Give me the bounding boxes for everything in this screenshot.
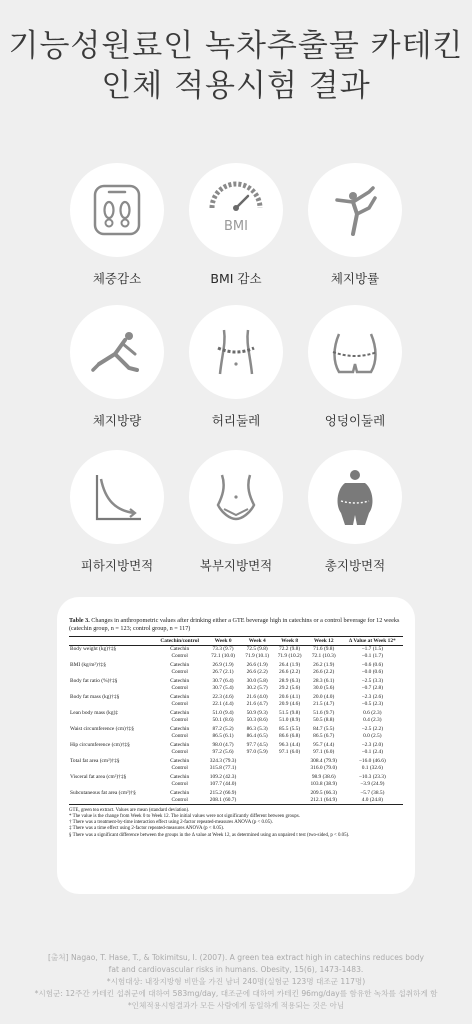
- table-cell: Control: [171, 653, 188, 660]
- table-cell: 51.0 (8.9): [279, 717, 301, 724]
- table-cell: 21.6 (4.7): [246, 701, 268, 708]
- icon-circle: [189, 163, 283, 257]
- table-cell: Waist circumference (cm)†‡§: [70, 726, 134, 733]
- table-cell: Catechin: [170, 742, 190, 749]
- table-cell: [273, 772, 305, 781]
- table-cell: 26.6 (1.9): [246, 662, 268, 669]
- benefit-bmi-reduction: [176, 163, 296, 287]
- table-cell: 20.0 (4.0): [313, 694, 335, 701]
- table-cell: [241, 797, 273, 804]
- table-cell: [69, 765, 154, 772]
- table-cell: [273, 797, 305, 804]
- table-cell: 97.0 (5.9): [246, 749, 268, 756]
- table-cell: Body fat mass (kg)†‡§: [70, 694, 120, 701]
- table-row: [69, 660, 403, 669]
- table-cell: 26.4 (1.9): [279, 662, 301, 669]
- table-cell: Lean body mass (kg)‡: [70, 710, 119, 717]
- table-cell: 71.9 (10.1): [245, 653, 270, 660]
- table-note: † There was a treatment-by-time interaction effect using 2-factor repeated-measures ANOVA (p < 0.05).: [69, 820, 273, 826]
- table-cell: Control: [171, 749, 188, 756]
- credit-line: *시험대상: 내장지방형 비만을 가진 남녀 240명(실험군 123명 대조군 117명): [106, 977, 366, 986]
- decreasing-curve-icon: [85, 465, 149, 529]
- table-cell: [69, 733, 154, 740]
- icon-circle: [70, 305, 164, 399]
- table-cell: Control: [171, 781, 188, 788]
- table-cell: 20.6 (4.1): [279, 694, 301, 701]
- table-cell: Total fat area (cm²)†‡§: [70, 758, 120, 765]
- table-cell: [241, 765, 273, 772]
- table-cell: [69, 685, 154, 692]
- table-cell: 97.2 (5.6): [212, 749, 234, 756]
- page-title-line1: 기능성원료인 녹차추출물 카테킨: [8, 28, 464, 64]
- table-cell: 71.9 (10.2): [277, 653, 302, 660]
- table-cell: −3.9 (24.9): [360, 781, 385, 788]
- table-header: Week 12: [313, 638, 334, 644]
- table-cell: 0.4 (2.3): [363, 717, 382, 724]
- page-title-line2: 인체 적용시험 결과: [101, 68, 371, 104]
- table-cell: 29.2 (5.6): [279, 685, 301, 692]
- table-header: Week 0: [214, 638, 232, 644]
- table-cell: [69, 669, 154, 676]
- table-cell: BMI (kg/m²)†‡§: [70, 662, 106, 669]
- table-cell: 22.3 (4.6): [212, 694, 234, 701]
- table-cell: [69, 797, 154, 804]
- table-cell: [241, 788, 273, 797]
- table-cell: −2.3 (2.6): [361, 694, 384, 701]
- table-cell: 97.1 (6.0): [279, 749, 301, 756]
- table-cell: [273, 788, 305, 797]
- icon-circle: [189, 305, 283, 399]
- study-table-card: [57, 597, 415, 894]
- table-cell: 72.2 (9.8): [279, 646, 301, 653]
- benefit-weight-loss: [57, 163, 177, 287]
- table-cell: [241, 756, 273, 765]
- bmi-badge: BMI: [224, 219, 248, 234]
- benefit-label: 체지방률: [330, 271, 380, 286]
- table-cell: 96.3 (4.4): [279, 742, 301, 749]
- table-cell: 97.7 (4.5): [246, 742, 268, 749]
- benefit-hip: [295, 305, 415, 429]
- table-cell: [69, 717, 154, 724]
- icon-circle: [189, 450, 283, 544]
- waist-measure-icon: [204, 320, 268, 384]
- table-cell: 324.3 (79.3): [209, 758, 237, 765]
- table-cell: −0.1 (1.7): [361, 653, 384, 660]
- benefit-label: 허리둘레: [211, 413, 261, 428]
- table-cell: −2.5 (2.2): [361, 726, 384, 733]
- table-cell: 87.2 (5.2): [212, 726, 234, 733]
- table-cell: 109.2 (42.3): [209, 774, 237, 781]
- table-row: [69, 781, 403, 788]
- table-cell: Catechin: [170, 710, 190, 717]
- table-cell: Visceral fat area (cm²)†‡§: [70, 774, 127, 781]
- table-cell: 212.1 (64.9): [310, 797, 337, 804]
- table-row: [69, 646, 403, 653]
- scale-icon: [85, 178, 149, 242]
- benefit-body-fat-ratio: [295, 163, 415, 287]
- table-cell: 21.6 (4.0): [246, 694, 268, 701]
- table-cell: 86.4 (6.5): [246, 733, 268, 740]
- icon-circle: [308, 450, 402, 544]
- table-cell: Catechin: [170, 678, 190, 685]
- table-header-row: [69, 637, 403, 646]
- benefit-label: 총지방면적: [324, 558, 386, 573]
- table-cell: 103.8 (38.9): [310, 781, 337, 788]
- table-caption-label: Table 3.: [69, 617, 90, 624]
- table-cell: −16.0 (46.6): [358, 758, 386, 765]
- table-cell: −5.7 (38.5): [360, 790, 385, 797]
- table-cell: 26.6 (2.2): [279, 669, 301, 676]
- table-cell: Control: [171, 701, 188, 708]
- table-cell: [69, 749, 154, 756]
- table-body: [69, 646, 403, 805]
- table-cell: Catechin: [170, 774, 190, 781]
- table-cell: [241, 781, 273, 788]
- table-header: Δ Value at Week 12*: [348, 638, 396, 644]
- table-cell: Control: [171, 733, 188, 740]
- table-cell: [273, 781, 305, 788]
- table-note: ‡ There was a time effect using 2-factor repeated-measures ANOVA (p < 0.05).: [69, 826, 225, 832]
- benefit-subcutaneous-fat: [57, 450, 177, 574]
- table-cell: 72.1 (10.0): [211, 653, 235, 660]
- table-row: [69, 685, 403, 692]
- table-cell: 0.0 (2.5): [363, 733, 382, 740]
- table-cell: Catechin: [170, 694, 190, 701]
- table-cell: 26.6 (2.2): [313, 669, 335, 676]
- table-row: [69, 669, 403, 676]
- table-cell: [69, 653, 154, 660]
- table-cell: 316.0 (79.0): [310, 765, 337, 772]
- table-cell: 98.0 (4.7): [212, 742, 234, 749]
- stretching-pose-icon: [85, 320, 149, 384]
- table-note: § There was a significant difference between the groups in the Δ value at Week 12, as determined using an unpaired t test (two-sided, p < 0.05).: [69, 832, 350, 838]
- table-cell: Control: [171, 797, 188, 804]
- table-cell: 51.6 (9.7): [313, 710, 335, 717]
- table-row: [69, 692, 403, 701]
- table-cell: −2.5 (3.3): [361, 678, 384, 685]
- benefit-body-fat-mass: [57, 305, 177, 429]
- table-cell: 86.5 (6.1): [212, 733, 234, 740]
- table-cell: 51.5 (9.8): [279, 710, 301, 717]
- table-cell: 315.8 (77.1): [209, 765, 237, 772]
- table-cell: Control: [171, 685, 188, 692]
- table-cell: 50.1 (8.6): [212, 717, 234, 724]
- benefit-label: 복부지방면적: [199, 558, 273, 573]
- table-cell: −0.0 (0.6): [361, 669, 384, 676]
- table-cell: 86.3 (5.3): [246, 726, 268, 733]
- table-row: [69, 724, 403, 733]
- icon-circle: [308, 305, 402, 399]
- table-cell: 73.3 (9.7): [212, 646, 234, 653]
- table-cell: 215.2 (66.9): [209, 790, 237, 797]
- table-cell: 72.1 (10.3): [311, 653, 336, 660]
- results-table: [69, 636, 403, 805]
- table-cell: 28.3 (6.1): [313, 678, 335, 685]
- table-cell: 26.6 (2.2): [246, 669, 268, 676]
- table-header: Week 4: [248, 638, 266, 644]
- table-row: [69, 740, 403, 749]
- table-cell: 30.0 (5.6): [313, 685, 335, 692]
- table-cell: 50.5 (8.8): [313, 717, 335, 724]
- table-cell: Control: [171, 765, 188, 772]
- hip-icon: [323, 320, 387, 384]
- table-cell: 20.9 (4.6): [279, 701, 301, 708]
- table-cell: 50.9 (9.3): [246, 710, 268, 717]
- table-cell: Catechin: [170, 662, 190, 669]
- abdomen-icon: [204, 465, 268, 529]
- table-cell: 21.5 (4.7): [313, 701, 335, 708]
- table-cell: 97.1 (6.0): [313, 749, 335, 756]
- table-row: [69, 676, 403, 685]
- table-cell: Catechin: [170, 726, 190, 733]
- table-cell: 26.9 (1.9): [212, 662, 234, 669]
- table-cell: 107.7 (44.0): [209, 781, 237, 788]
- credit-line: *시험군: 12주간 카테킨 섭취군에 대하여 583mg/day, 대조군에 대하여 카테킨 96mg/day를 함유한 녹차를 섭취하게 함: [34, 989, 438, 998]
- table-row: [69, 733, 403, 740]
- benefit-label: 피하지방면적: [80, 558, 154, 573]
- benefit-label: 체중감소: [92, 271, 142, 286]
- table-cell: Control: [171, 717, 188, 724]
- table-row: [69, 653, 403, 660]
- benefit-waist: [176, 305, 296, 429]
- table-header: [69, 637, 154, 646]
- table-cell: 26.2 (1.9): [313, 662, 335, 669]
- table-cell: Catechin: [170, 758, 190, 765]
- table-cell: 28.9 (6.3): [279, 678, 301, 685]
- table-note: GTE, green tea extract. Values are mean (standard deviation).: [69, 807, 190, 813]
- table-cell: Hip circumference (cm)†‡§: [70, 742, 130, 749]
- table-cell: −0.5 (2.3): [361, 701, 384, 708]
- table-cell: 4.0 (24.8): [361, 797, 383, 804]
- table-cell: Body weight (kg)†‡§: [70, 646, 117, 653]
- table-cell: 95.7 (4.4): [313, 742, 335, 749]
- table-row: [69, 749, 403, 756]
- table-cell: 98.9 (38.6): [311, 774, 336, 781]
- table-cell: Catechin: [170, 646, 190, 653]
- table-cell: −2.3 (2.0): [361, 742, 384, 749]
- table-cell: 86.5 (6.7): [313, 733, 335, 740]
- table-cell: 209.5 (66.3): [310, 790, 337, 797]
- table-header: Catechin/control: [160, 638, 199, 644]
- full-body-icon: [323, 465, 387, 529]
- table-cell: 30.0 (5.8): [246, 678, 268, 685]
- table-cell: 30.2 (5.7): [246, 685, 268, 692]
- source-credits: [30, 952, 442, 1012]
- table-notes: [69, 808, 403, 839]
- table-cell: 84.7 (5.5): [313, 726, 335, 733]
- benefit-label: BMI 감소: [210, 271, 262, 286]
- table-cell: Body fat ratio (%)†‡§: [70, 678, 118, 685]
- table-cell: 85.5 (5.5): [279, 726, 301, 733]
- table-cell: Control: [171, 669, 188, 676]
- table-row: [69, 765, 403, 772]
- table-caption: [69, 617, 403, 633]
- credit-line: *인체적용시험결과가 모든 사람에게 동일하게 적용되는 것은 아님: [127, 1001, 345, 1010]
- table-note: * The value is the change from Week 0 to Week 12. The initial values were not significantly different between groups.: [69, 813, 300, 819]
- table-header: Week 8: [281, 638, 299, 644]
- table-caption-text: Changes in anthropometric values after drinking either a GTE beverage high in catechins or a control beverage for 12 weeks (catechin group, n = 123; control group, n = 117): [69, 617, 400, 632]
- table-cell: [69, 781, 154, 788]
- table-cell: Subcutaneous fat area (cm²)†§: [70, 790, 136, 797]
- table-cell: 86.6 (6.8): [279, 733, 301, 740]
- table-cell: −0.7 (2.8): [361, 685, 384, 692]
- table-row: [69, 772, 403, 781]
- bmi-gauge-icon: [204, 178, 268, 242]
- table-row: [69, 797, 403, 804]
- table-cell: 208.1 (60.7): [209, 797, 237, 804]
- table-cell: [241, 772, 273, 781]
- benefit-label: 엉덩이둘레: [324, 413, 386, 428]
- table-cell: 22.1 (4.4): [212, 701, 234, 708]
- table-row: [69, 717, 403, 724]
- credit-line: fat and cardiovascular risks in humans. Obesity, 15(6), 1473-1483.: [108, 965, 364, 974]
- table-cell: [273, 756, 305, 765]
- table-row: [69, 756, 403, 765]
- yoga-pose-icon: [323, 178, 387, 242]
- icon-circle: [70, 163, 164, 257]
- table-cell: [69, 701, 154, 708]
- table-cell: 30.7 (5.4): [212, 685, 234, 692]
- table-cell: 71.6 (9.8): [313, 646, 335, 653]
- table-cell: [273, 765, 305, 772]
- icon-circle: [70, 450, 164, 544]
- table-row: [69, 701, 403, 708]
- table-cell: 0.6 (2.3): [363, 710, 382, 717]
- table-cell: −0.6 (0.6): [361, 662, 384, 669]
- benefit-label: 체지방량: [92, 413, 142, 428]
- table-cell: 30.7 (6.4): [212, 678, 234, 685]
- benefit-abdominal-fat: [176, 450, 296, 574]
- table-cell: 50.3 (8.6): [246, 717, 268, 724]
- table-cell: 0.1 (32.6): [361, 765, 383, 772]
- benefit-total-fat: [295, 450, 415, 574]
- table-cell: −0.1 (2.4): [361, 749, 384, 756]
- study-table: [69, 617, 403, 839]
- table-cell: 72.5 (9.8): [246, 646, 268, 653]
- table-row: [69, 788, 403, 797]
- table-cell: Catechin: [170, 790, 190, 797]
- table-cell: −1.7 (1.5): [361, 646, 384, 653]
- table-cell: −10.3 (23.3): [358, 774, 386, 781]
- table-row: [69, 708, 403, 717]
- icon-circle: [308, 163, 402, 257]
- table-cell: 51.0 (9.4): [212, 710, 234, 717]
- credit-line: [출처] Nagao, T. Hase, T., & Tokimitsu, I. (2007). A green tea extract high in catechins reduces body: [47, 953, 425, 962]
- table-cell: 308.4 (79.9): [310, 758, 337, 765]
- table-cell: 26.7 (2.1): [212, 669, 234, 676]
